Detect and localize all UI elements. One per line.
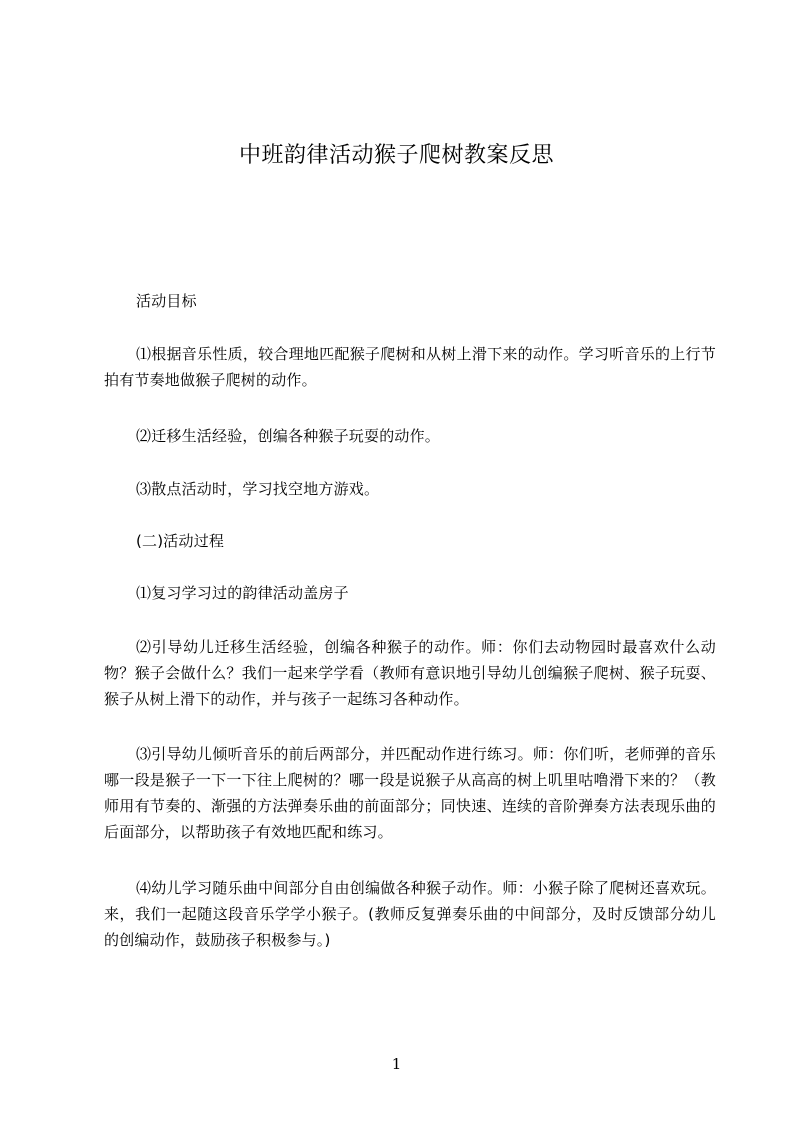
paragraph-objective-3: ⑶散点活动时，学习找空地方游戏。 [136, 480, 380, 498]
paragraph-objective-2: ⑵迁移生活经验，创编各种猴子玩耍的动作。 [136, 427, 441, 445]
page-title: 中班韵律活动猴子爬树教案反思 [238, 143, 554, 168]
paragraph-process-4: ⑷幼儿学习随乐曲中间部分自由创编做各种猴子动作。师：小猴子除了爬树还喜欢玩。来，我们一起随这段音乐学学小猴子。(教师反复弹奏乐曲的中间部分，及时反馈部分幼儿的创编动作，鼓励孩子积极参与。) [104, 879, 716, 949]
section-heading-process: (二)活动过程 [136, 532, 225, 550]
page-number: 1 [391, 1055, 402, 1073]
paragraph-process-1: ⑴复习学习过的韵律活动盖房子 [136, 584, 349, 602]
paragraph-process-3: ⑶引导幼儿倾听音乐的前后两部分，并匹配动作进行练习。师：你们听，老师弹的音乐哪一段是猴子一下一下往上爬树的？哪一段是说猴子从高高的树上叽里咕噜滑下来的？（教师用有节奏的、渐强的方法弹奏乐曲的前面部分；同快速、连续的音阶弹奏方法表现乐曲的后面部分，以帮助孩子有效地匹配和练习。 [104, 745, 716, 841]
section-heading-objectives: 活动目标 [136, 292, 197, 310]
paragraph-objective-1: ⑴根据音乐性质，较合理地匹配猴子爬树和从树上滑下来的动作。学习听音乐的上行节拍有节奏地做猴子爬树的动作。 [104, 345, 716, 389]
paragraph-process-2: ⑵引导幼儿迁移生活经验，创编各种猴子的动作。师：你们去动物园时最喜欢什么动物？猴子会做什么？我们一起来学学看（教师有意识地引导幼儿创编猴子爬树、猴子玩耍、猴子从树上滑下的动作，并与孩子一起练习各种动作。 [104, 638, 716, 708]
